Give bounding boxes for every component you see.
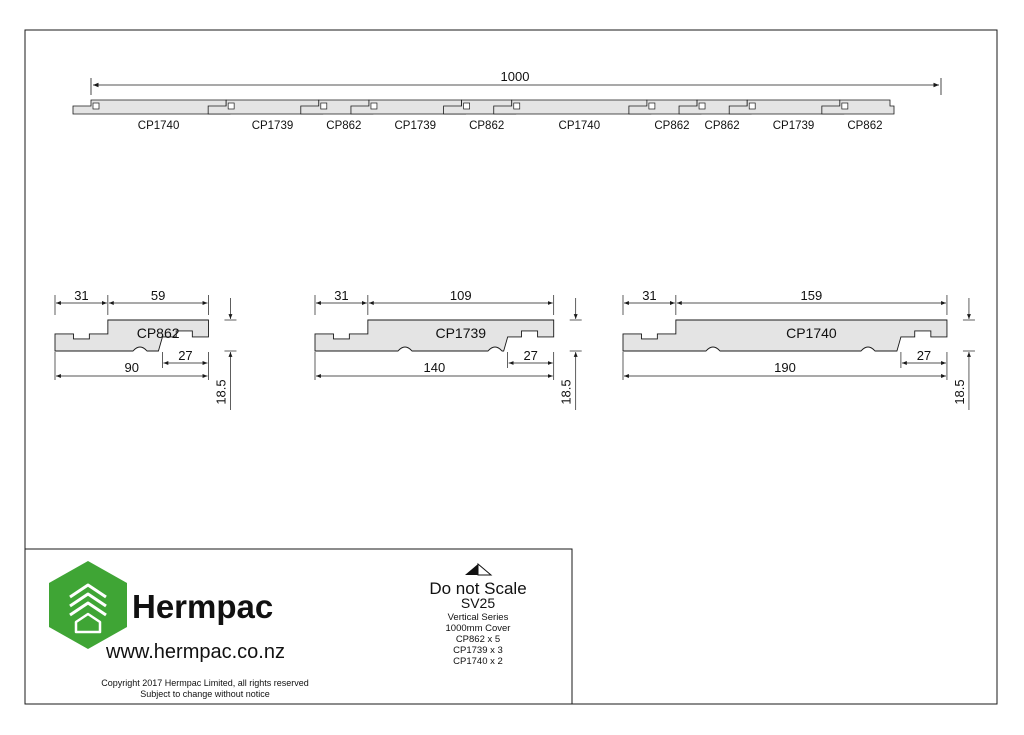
dim-top: 159 (800, 288, 823, 303)
dim-top: 109 (449, 288, 472, 303)
profile-name: CP1739 (435, 325, 487, 341)
assembly-board (73, 100, 230, 114)
profile-cp862 (55, 288, 236, 410)
hermpac-logo-icon (49, 561, 127, 649)
qty-line-3: CP1740 x 2 (453, 656, 503, 667)
title-block (25, 549, 572, 704)
dim-left: 31 (74, 288, 89, 303)
assembly-labels (138, 120, 883, 132)
profile-outline (55, 320, 208, 351)
assembly-board-label: CP862 (469, 120, 505, 132)
dim-overall: 140 (423, 360, 446, 375)
dim-left: 31 (334, 288, 349, 303)
assembly-total-width: 1000 (500, 69, 530, 84)
assembly-board-label: CP1740 (137, 120, 180, 132)
assembly-board-label: CP1739 (772, 120, 815, 132)
profile-outline (315, 320, 554, 351)
profile-cp1740 (623, 288, 975, 410)
do-not-scale-note: Do not Scale (429, 579, 527, 598)
assembly-board-label: CP862 (847, 120, 883, 132)
assembly-boards (73, 100, 894, 114)
dim-left: 31 (642, 288, 657, 303)
assembly-view (73, 69, 941, 132)
company-website[interactable]: www.hermpac.co.nz (106, 641, 285, 663)
qty-line-1: CP862 x 5 (455, 634, 501, 645)
projection-symbol-icon (465, 564, 491, 575)
copyright-line-1: Copyright 2017 Hermpac Limited, all rights reserved (101, 678, 309, 688)
dim-lap: 27 (916, 348, 932, 363)
series-name: Vertical Series (447, 612, 509, 623)
assembly-board-label: CP1740 (558, 120, 601, 132)
profile-cp1739 (315, 288, 582, 410)
dim-thickness: 18.5 (558, 379, 574, 405)
profile-details (55, 288, 975, 410)
dim-lap: 27 (178, 348, 193, 363)
company-name: Hermpac (132, 588, 274, 625)
series-code: SV25 (460, 595, 496, 611)
assembly-board (494, 100, 651, 114)
profile-outline (623, 320, 947, 351)
assembly-board-label: CP862 (704, 120, 740, 132)
dim-overall: 190 (774, 360, 796, 375)
dim-overall: 90 (124, 360, 139, 375)
assembly-board-label: CP1739 (394, 120, 437, 132)
dim-top: 59 (150, 288, 166, 303)
qty-line-2: CP1739 x 3 (453, 645, 503, 656)
assembly-board-label: CP862 (654, 120, 690, 132)
assembly-board-label: CP1739 (251, 120, 294, 132)
dim-thickness: 18.5 (951, 379, 967, 405)
profile-name: CP1740 (786, 325, 837, 341)
cover-width: 1000mm Cover (445, 623, 511, 634)
dim-lap: 27 (523, 348, 538, 363)
copyright-line-2: Subject to change without notice (140, 689, 270, 699)
profile-name: CP862 (136, 325, 180, 341)
assembly-board-label: CP862 (326, 120, 362, 132)
dim-thickness: 18.5 (213, 379, 229, 405)
